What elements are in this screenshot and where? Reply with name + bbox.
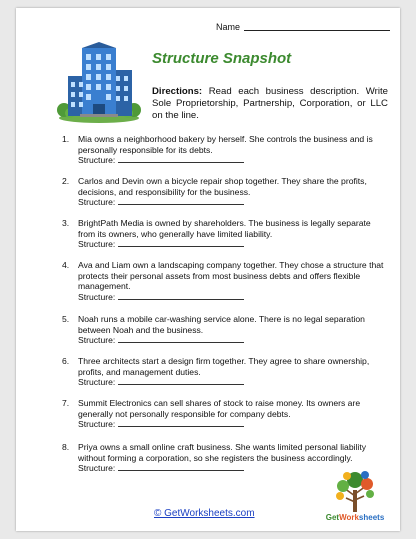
question-text: Three architects start a design firm together. They agree to share ownership, profits, and management duties. <box>78 356 370 377</box>
answer-line[interactable] <box>118 425 244 427</box>
directions-text: Read each business description. Write Sole Proprietorship, Partnership, Corporation, or LLC on the line. <box>152 86 388 121</box>
question-item <box>62 356 388 388</box>
question-number: 4. <box>62 260 70 270</box>
tree-logo-icon <box>316 470 394 514</box>
question-item <box>62 398 388 430</box>
question-number: 5. <box>62 314 70 324</box>
answer-line[interactable] <box>118 341 244 343</box>
structure-label: Structure: <box>78 377 116 388</box>
answer-line[interactable] <box>118 161 244 163</box>
directions <box>152 86 388 122</box>
question-number: 2. <box>62 176 70 186</box>
question-text: Ava and Liam own a landscaping company together. They chose a structure that protects their personal assets from most business debts and offers flexible management. <box>78 260 384 292</box>
question-text: Summit Electronics can sell shares of stock to raise money. Its owners are generally not personally responsible for company debts. <box>78 398 361 419</box>
getworksheets-logo <box>316 470 394 526</box>
question-item <box>62 314 388 346</box>
name-label: Name <box>216 22 241 32</box>
structure-label: Structure: <box>78 291 116 302</box>
answer-line[interactable] <box>118 298 244 300</box>
structure-label: Structure: <box>78 197 116 208</box>
question-text: BrightPath Media is owned by shareholders. The business is legally separate from its owners, who generally have limited liability. <box>78 218 371 239</box>
answer-line[interactable] <box>118 383 244 385</box>
structure-label: Structure: <box>78 463 116 474</box>
question-text: Mia owns a neighborhood bakery by herself. She controls the business and is personally responsible for its debts. <box>78 134 373 155</box>
worksheet-title: Structure Snapshot <box>152 50 292 67</box>
name-line <box>244 29 390 31</box>
question-item <box>62 134 388 166</box>
question-item <box>62 176 388 208</box>
question-number: 7. <box>62 398 70 408</box>
answer-line[interactable] <box>118 469 244 471</box>
name-field <box>216 22 390 32</box>
question-number: 3. <box>62 218 70 228</box>
question-number: 6. <box>62 356 70 366</box>
question-item <box>62 260 388 302</box>
directions-label: Directions: <box>152 86 203 97</box>
question-text: Priya owns a small online craft business. She wants limited personal liability without forming a corporation, so she registers the business accordingly. <box>78 442 367 463</box>
structure-label: Structure: <box>78 239 116 250</box>
question-item <box>62 218 388 250</box>
question-text: Carlos and Devin own a bicycle repair shop together. They share the profits, decisions, and responsibility for the business. <box>78 176 367 197</box>
getworksheets-link[interactable]: © GetWorksheets.com <box>154 508 255 519</box>
structure-label: Structure: <box>78 419 116 430</box>
question-text: Noah runs a mobile car-washing service alone. There is no legal separation between Noah and the business. <box>78 314 365 335</box>
answer-line[interactable] <box>118 203 244 205</box>
question-item <box>62 442 388 474</box>
office-building-icon <box>56 42 142 124</box>
answer-line[interactable] <box>118 245 244 247</box>
structure-label: Structure: <box>78 335 116 346</box>
worksheet-page <box>16 8 400 531</box>
structure-label: Structure: <box>78 155 116 166</box>
question-number: 8. <box>62 442 70 452</box>
logo-wordmark: GetWorksheets <box>325 513 385 522</box>
question-number: 1. <box>62 134 70 144</box>
